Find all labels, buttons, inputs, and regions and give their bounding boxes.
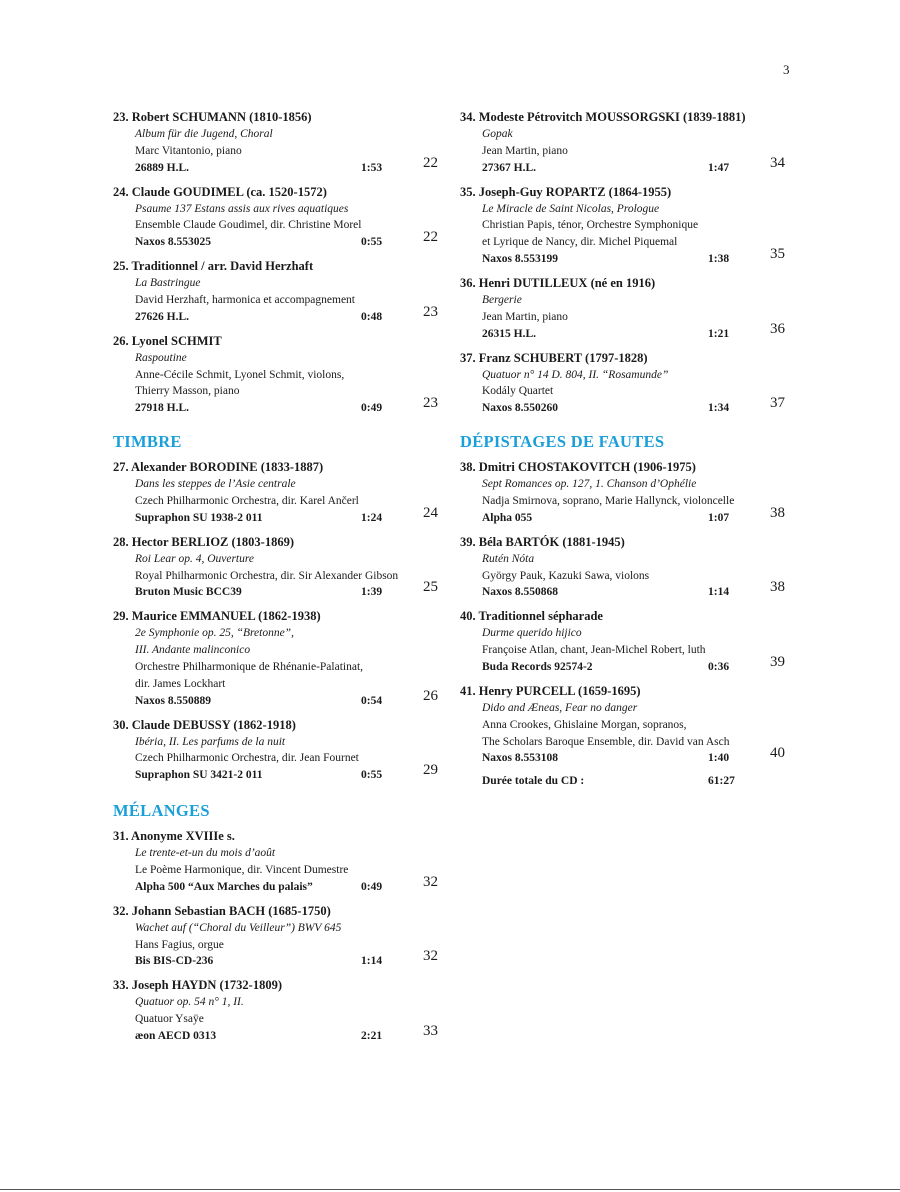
- track-entry: [460, 682, 790, 767]
- work-title: Le Miracle de Saint Nicolas, Prologue: [482, 202, 660, 215]
- work-title: 2e Symphonie op. 25, “Bretonne”,: [135, 627, 294, 640]
- book-page-number: 24: [423, 504, 438, 521]
- book-page-number: 25: [423, 579, 438, 596]
- recording-row: [113, 154, 443, 177]
- performers: Thierry Masson, piano: [135, 385, 240, 398]
- work-title: Wachet auf (“Choral du Veilleur”) BWV 645: [135, 921, 342, 934]
- track-entry: [113, 607, 443, 709]
- track-duration: 0:36: [708, 660, 730, 673]
- performers: Kodály Quartet: [482, 385, 554, 398]
- recording-row: [460, 154, 790, 177]
- work-title: Le trente-et-un du mois d’août: [135, 847, 276, 860]
- track-entry: [113, 827, 443, 896]
- work-title: Psaume 137 Estans assis aux rives aquatiques: [135, 202, 349, 215]
- track-entry: [113, 458, 443, 527]
- work-title: Sept Romances op. 127, 1. Chanson d’Ophélie: [482, 478, 697, 491]
- work-title: Gopak: [482, 128, 513, 140]
- page-number: 3: [783, 62, 790, 77]
- work-title: Quatuor op. 54 n° 1, II.: [135, 996, 244, 1009]
- recording-row: [113, 948, 443, 970]
- track-title: 41. Henry PURCELL (1659-1695): [460, 683, 641, 698]
- performers: et Lyrique de Nancy, dir. Michel Piquemal: [482, 236, 678, 249]
- recording-reference: Bruton Music BCC39: [135, 586, 242, 599]
- work-title: Ibéria, II. Les parfums de la nuit: [135, 735, 286, 748]
- performers: Christian Papis, ténor, Orchestre Symphonique: [482, 219, 699, 232]
- book-page-number: 26: [423, 687, 438, 704]
- recording-reference: Naxos 8.550889: [135, 694, 212, 707]
- track-entry: [113, 332, 443, 417]
- total-value: 61:27: [708, 775, 735, 788]
- track-title: 34. Modeste Pétrovitch MOUSSORGSKI (1839-1881): [460, 110, 746, 124]
- recording-reference: 27626 H.L.: [135, 310, 189, 323]
- performers: Orchestre Philharmonique de Rhénanie-Palatinat,: [135, 660, 364, 673]
- track-entry: [460, 349, 790, 418]
- recording-reference: æon AECD 0313: [135, 1029, 217, 1042]
- entry-list: [460, 108, 790, 417]
- page-bottom-rule: [0, 1189, 900, 1190]
- track-entry: [460, 533, 790, 602]
- work-title: Rutén Nóta: [482, 552, 535, 565]
- performers: Hans Fagius, orgue: [135, 938, 224, 951]
- recording-row: [460, 395, 790, 417]
- recording-row: [113, 504, 443, 527]
- performers: Anna Crookes, Ghislaine Morgan, sopranos,: [482, 718, 687, 731]
- recording-row: [113, 762, 443, 784]
- recording-reference: Naxos 8.553025: [135, 236, 212, 249]
- work-title: Dans les steppes de l’Asie centrale: [135, 478, 296, 491]
- performers: David Herzhaft, harmonica et accompagnement: [135, 293, 355, 306]
- track-title: 26. Lyonel SCHMIT: [113, 333, 222, 348]
- book-page-number: 23: [423, 303, 438, 320]
- track-duration: 1:07: [708, 511, 730, 524]
- track-duration: 1:38: [708, 252, 730, 265]
- book-page-number: 38: [770, 504, 785, 521]
- work-title: Quatuor n° 14 D. 804, II. “Rosamunde”: [482, 368, 669, 381]
- recording-reference: Naxos 8.553199: [482, 252, 559, 265]
- book-page-number: 35: [770, 245, 785, 262]
- work-title: Durme querido hijico: [482, 627, 582, 640]
- track-title: 32. Johann Sebastian BACH (1685-1750): [113, 903, 331, 918]
- track-duration: 0:55: [361, 236, 383, 249]
- track-duration: 1:21: [708, 327, 730, 340]
- performers: Ensemble Claude Goudimel, dir. Christine Morel: [135, 219, 362, 232]
- recording-row: [113, 229, 443, 251]
- performers: Jean Martin, piano: [482, 310, 568, 323]
- recording-row: [113, 303, 443, 326]
- track-entry: [113, 183, 443, 252]
- track-title: 39. Béla BARTÓK (1881-1945): [460, 534, 625, 549]
- track-duration: 1:14: [708, 586, 730, 599]
- track-entry: [460, 607, 790, 676]
- book-page-number: 32: [423, 948, 438, 965]
- track-title: 38. Dmitri CHOSTAKOVITCH (1906-1975): [460, 460, 696, 475]
- performers: Czech Philharmonic Orchestra, dir. Karel Ančerl: [135, 494, 359, 507]
- track-title: 24. Claude GOUDIMEL (ca. 1520-1572): [113, 184, 327, 199]
- track-duration: 1:47: [708, 161, 730, 174]
- track-entry: [460, 274, 790, 343]
- work-title: Bergerie: [482, 293, 522, 306]
- track-duration: 1:34: [708, 402, 730, 415]
- recording-row: [460, 320, 790, 343]
- recording-reference: Supraphon SU 1938-2 011: [135, 511, 263, 524]
- recording-reference: 27918 H.L.: [135, 402, 189, 415]
- track-duration: 2:21: [361, 1029, 383, 1042]
- book-page-number: 23: [423, 395, 438, 412]
- performers: Le Poème Harmonique, dir. Vincent Dumestre: [135, 863, 349, 876]
- performers: The Scholars Baroque Ensemble, dir. David van Asch: [482, 735, 730, 748]
- recording-row: [113, 687, 443, 710]
- track-title: 36. Henri DUTILLEUX (né en 1916): [460, 275, 656, 290]
- recording-reference: 26889 H.L.: [135, 161, 189, 174]
- recording-row: [460, 504, 790, 527]
- recording-row: [113, 579, 443, 601]
- section-heading-timbre: TIMBRE: [113, 432, 182, 452]
- track-duration: 0:49: [361, 402, 383, 415]
- performers: György Pauk, Kazuki Sawa, violons: [482, 569, 650, 582]
- track-title: 29. Maurice EMMANUEL (1862-1938): [113, 609, 321, 624]
- track-title: 27. Alexander BORODINE (1833-1887): [113, 460, 324, 475]
- track-entry: [460, 183, 790, 268]
- track-duration: 1:53: [361, 161, 383, 174]
- work-title: Roi Lear op. 4, Ouverture: [135, 552, 255, 565]
- track-title: 30. Claude DEBUSSY (1862-1918): [113, 717, 296, 732]
- left-column: [113, 108, 443, 1051]
- recording-row: [460, 579, 790, 601]
- work-title: Dido and Æneas, Fear no danger: [482, 701, 638, 714]
- recording-reference: Alpha 500 “Aux Marches du palais”: [135, 880, 313, 893]
- track-duration: 1:24: [361, 511, 383, 524]
- track-duration: 0:55: [361, 769, 383, 782]
- track-title: 37. Franz SCHUBERT (1797-1828): [460, 350, 648, 365]
- recording-reference: Buda Records 92574-2: [482, 660, 593, 673]
- track-title: 23. Robert SCHUMANN (1810-1856): [113, 110, 312, 124]
- performers: Françoise Atlan, chant, Jean-Michel Robert, luth: [482, 644, 706, 657]
- entry-list: [113, 108, 443, 417]
- performers: Jean Martin, piano: [482, 144, 568, 157]
- performers: Anne-Cécile Schmit, Lyonel Schmit, violons,: [135, 368, 345, 381]
- track-duration: 0:48: [361, 310, 383, 323]
- track-duration: 1:14: [361, 955, 383, 968]
- book-page-number: 22: [423, 229, 438, 246]
- work-title: Album für die Jugend, Choral: [135, 128, 273, 140]
- track-title: 25. Traditionnel / arr. David Herzhaft: [113, 259, 314, 274]
- recording-row: [460, 745, 790, 767]
- book-page-number: 33: [423, 1022, 438, 1039]
- book-page-number: 39: [770, 653, 785, 670]
- recording-row: [460, 245, 790, 268]
- entry-list: [460, 458, 790, 767]
- work-title: III. Andante malinconico: [135, 644, 251, 657]
- track-entry: [460, 108, 790, 177]
- track-entry: [460, 458, 790, 527]
- recording-reference: Naxos 8.550868: [482, 586, 559, 599]
- track-entry: [113, 716, 443, 785]
- performers: Quatuor Ysaÿe: [135, 1013, 204, 1026]
- recording-reference: Naxos 8.550260: [482, 402, 559, 415]
- work-title: La Bastringue: [135, 277, 201, 290]
- recording-reference: Alpha 055: [482, 511, 533, 524]
- recording-row: [113, 395, 443, 417]
- track-duration: 1:39: [361, 586, 383, 599]
- performers: dir. James Lockhart: [135, 677, 226, 690]
- track-entry: [113, 533, 443, 602]
- track-entry: [113, 257, 443, 326]
- total-label: Durée totale du CD :: [482, 775, 585, 788]
- performers: Czech Philharmonic Orchestra, dir. Jean Fournet: [135, 752, 359, 765]
- section-heading-melanges: MÉLANGES: [113, 801, 210, 821]
- track-title: 40. Traditionnel sépharade: [460, 609, 603, 624]
- track-duration: 0:49: [361, 880, 383, 893]
- track-duration: 1:40: [708, 752, 730, 765]
- track-entry: [113, 108, 443, 177]
- performers: Marc Vitantonio, piano: [135, 144, 242, 157]
- right-column: [460, 108, 790, 790]
- recording-row: [460, 653, 790, 676]
- performers: Royal Philharmonic Orchestra, dir. Sir Alexander Gibson: [135, 569, 399, 582]
- book-page-number: 36: [770, 320, 785, 337]
- track-entry: [113, 976, 443, 1045]
- entry-list: [113, 458, 443, 784]
- recording-reference: Supraphon SU 3421-2 011: [135, 769, 263, 782]
- book-page-number: 38: [770, 579, 785, 596]
- track-duration: 0:54: [361, 694, 383, 707]
- recording-row: [113, 873, 443, 896]
- track-title: 35. Joseph-Guy ROPARTZ (1864-1955): [460, 184, 672, 199]
- book-page-number: 22: [423, 154, 438, 171]
- recording-reference: Naxos 8.553108: [482, 752, 559, 765]
- performers: Nadja Smirnova, soprano, Marie Hallynck, violoncelle: [482, 494, 735, 507]
- recording-row: [113, 1022, 443, 1045]
- total-duration-row: [460, 773, 790, 790]
- book-page-number: 32: [423, 873, 438, 890]
- recording-reference: Bis BIS-CD-236: [135, 955, 214, 968]
- recording-reference: 27367 H.L.: [482, 161, 536, 174]
- book-page-number: 40: [770, 745, 785, 762]
- book-page-number: 34: [770, 154, 785, 171]
- track-title: 31. Anonyme XVIIIe s.: [113, 829, 235, 844]
- entry-list: [113, 827, 443, 1045]
- recording-reference: 26315 H.L.: [482, 327, 536, 340]
- book-page-number: 37: [770, 395, 785, 412]
- book-page-number: 29: [423, 762, 438, 779]
- section-heading-depistages: DÉPISTAGES DE FAUTES: [460, 432, 665, 452]
- track-entry: [113, 902, 443, 971]
- track-title: 28. Hector BERLIOZ (1803-1869): [113, 534, 295, 549]
- track-title: 33. Joseph HAYDN (1732-1809): [113, 978, 282, 993]
- work-title: Raspoutine: [135, 351, 187, 364]
